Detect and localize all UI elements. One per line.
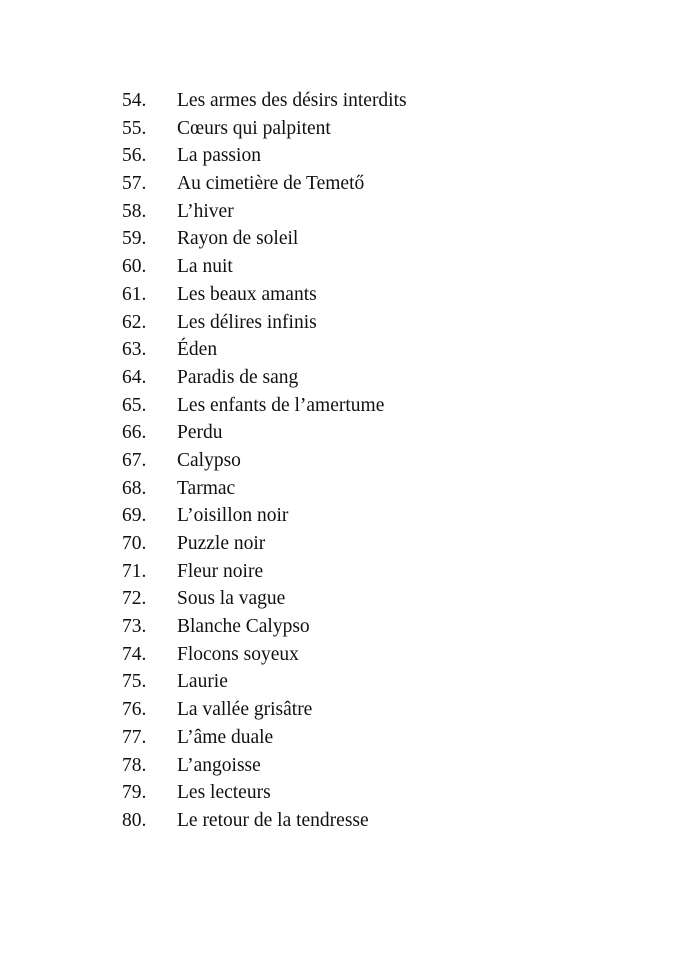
entry-number: 75. [122,671,147,693]
entry-number: 58. [122,200,147,222]
entry-number: 73. [122,616,147,638]
list-item [122,281,407,309]
list-item [122,613,407,641]
list-item [122,198,407,226]
entry-number: 72. [122,588,147,610]
entry-number: 69. [122,505,147,527]
entry-title: Calypso [177,449,241,471]
entry-title: Les lecteurs [177,782,271,804]
entry-number: 61. [122,283,147,305]
entry-title: Paradis de sang [177,366,299,388]
entry-number: 65. [122,394,147,416]
list-item [122,115,407,143]
list-item [122,779,407,807]
entry-number: 80. [122,809,147,831]
entry-number: 54. [122,90,147,111]
entry-title: Flocons soyeux [177,643,299,665]
table-of-contents [122,87,407,835]
list-item [122,392,407,420]
list-item [122,447,407,475]
list-item [122,253,407,281]
list-item [122,668,407,696]
entry-title: Perdu [177,422,223,444]
entry-number: 66. [122,422,147,444]
entry-title: L’angoisse [177,754,261,776]
entry-title: Le retour de la tendresse [177,809,369,831]
list-item [122,585,407,613]
entry-title: La passion [177,145,261,167]
entry-title: Fleur noire [177,560,264,582]
entry-number: 78. [122,754,147,776]
entry-number: 63. [122,339,147,361]
entry-title: L’âme duale [177,726,274,748]
entry-title: Au cimetière de Temető [177,173,365,195]
entry-title: La vallée grisâtre [177,699,313,721]
entry-number: 76. [122,699,147,721]
list-item [122,641,407,669]
entry-title: La nuit [177,256,233,278]
list-item [122,336,407,364]
list-item [122,309,407,337]
list-item [122,142,407,170]
entry-title: Sous la vague [177,588,286,610]
entry-number: 77. [122,726,147,748]
entry-number: 71. [122,560,147,582]
entry-title: Les beaux amants [177,283,317,305]
entry-title: Cœurs qui palpitent [177,117,331,139]
entry-title: Les enfants de l’amertume [177,394,385,416]
list-item [122,364,407,392]
entry-title: Les armes des désirs interdits [177,90,407,111]
entry-title: Rayon de soleil [177,228,299,250]
entry-number: 56. [122,145,147,167]
entry-title: Laurie [177,671,228,693]
list-item [122,225,407,253]
entry-title: L’hiver [177,200,234,222]
list-item [122,502,407,530]
entry-number: 59. [122,228,147,250]
entry-title: Les délires infinis [177,311,317,333]
list-item [122,530,407,558]
entry-number: 74. [122,643,147,665]
entry-number: 79. [122,782,147,804]
entry-title: Tarmac [177,477,236,499]
list-item [122,724,407,752]
entry-title: L’oisillon noir [177,505,289,527]
entry-number: 62. [122,311,147,333]
entry-number: 68. [122,477,147,499]
list-item [122,170,407,198]
list-item [122,752,407,780]
entry-number: 55. [122,117,147,139]
list-item [122,475,407,503]
entry-number: 64. [122,366,147,388]
list-item [122,807,407,835]
list-item [122,558,407,586]
list-item [122,87,407,115]
entry-number: 67. [122,449,147,471]
list-item [122,419,407,447]
entry-title: Blanche Calypso [177,616,310,638]
entry-title: Puzzle noir [177,533,266,554]
entry-number: 60. [122,256,147,278]
entry-number: 57. [122,173,147,195]
entry-title: Éden [177,339,218,361]
entry-number: 70. [122,533,147,554]
list-item [122,696,407,724]
